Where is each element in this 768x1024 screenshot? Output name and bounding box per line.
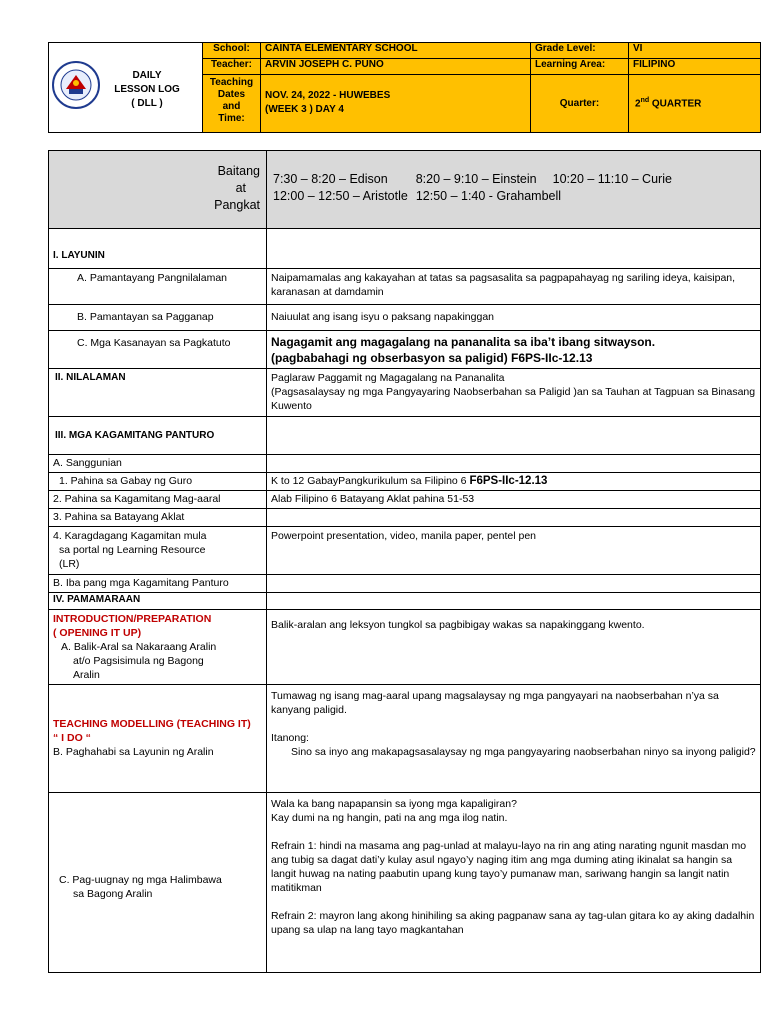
- dates-label-3: and: [222, 101, 241, 112]
- lr-label-2: sa portal ng Learning Resource: [59, 544, 206, 556]
- magaaral-value: Alab Filipino 6 Batayang Aklat pahina 51-53: [267, 491, 761, 509]
- schedule-value: [267, 151, 761, 229]
- nilalaman-line-2: (Pagsasalaysay ng mga Pangyayaring Naobserbahan sa Paligid )an sa Tauhan at Tagpuan sa Binasang Kuwento: [271, 386, 756, 412]
- quarter-suffix: nd: [640, 97, 650, 105]
- intro-a-2: at/o Pagsisimula ng Bagong: [73, 655, 204, 667]
- iba-blank: [267, 575, 761, 593]
- c2-label-1: C. Pag-uugnay ng mga Halimbawa: [59, 874, 222, 886]
- nilalaman-line-1: Paglaraw Paggamit ng Magagalang na Pananalita: [271, 372, 505, 384]
- teach-v1: Tumawag ng isang mag-aaral upang magsalaysay ng mga pangyayari na naobserbahan n’ya sa kanyang paligid.: [271, 690, 719, 716]
- schedule-grahambell: 12:50 – 1:40 - Grahambell: [415, 189, 562, 203]
- dll-title-line-3: ( DLL ): [131, 98, 163, 109]
- batayang-blank: [267, 509, 761, 527]
- teach-red-2: “ I DO “: [53, 732, 91, 744]
- pamamaraan-heading: IV. PAMAMARAAN: [49, 593, 267, 610]
- c2-label: [49, 793, 267, 973]
- kasanayan-line-1: Nagagamit ang magagalang na pananalita sa iba’t ibang sitwayson.: [271, 335, 656, 349]
- area-value: FILIPINO: [629, 59, 761, 75]
- teach-v3: Sino sa inyo ang makapagsasalaysay ng mga pangyayaring naobserbahan ninyo sa inyong paligid?: [291, 746, 756, 758]
- teacher-label: Teacher:: [203, 59, 261, 75]
- lr-label-1: 4. Karagdagang Kagamitan mula: [53, 530, 207, 542]
- c2-v2: Kay dumi na ng hangin, pati na ang mga ilog natin.: [271, 812, 508, 824]
- teach-v2: Itanong:: [271, 732, 309, 744]
- teach-red-1: TEACHING MODELLING (TEACHING IT): [53, 718, 251, 730]
- kasanayan-line-2: (pagbabahagi ng obserbasyon sa paligid) F6PS-IIc-12.13: [271, 351, 593, 365]
- dll-title-line-2: LESSON LOG: [114, 84, 180, 95]
- intro-a-3: Aralin: [73, 669, 100, 681]
- schedule-label-2: at: [235, 181, 246, 195]
- schedule-label-1: Baitang: [217, 164, 260, 178]
- intro-red-1: INTRODUCTION/PREPARATION: [53, 613, 212, 625]
- school-value: CAINTA ELEMENTARY SCHOOL: [261, 43, 531, 59]
- schedule-label: [49, 151, 267, 229]
- layunin-blank: [267, 229, 761, 269]
- lr-value: Powerpoint presentation, video, manila paper, pentel pen: [267, 527, 761, 575]
- magaaral-label: 2. Pahina sa Kagamitang Mag-aaral: [49, 491, 267, 509]
- school-label: School:: [203, 43, 261, 59]
- area-label: Learning Area:: [531, 59, 629, 75]
- quarter-value: [629, 75, 761, 133]
- kagamitan-blank: [267, 417, 761, 455]
- dates-label-1: Teaching: [209, 77, 254, 88]
- intro-value: Balik-aralan ang leksyon tungkol sa pagbibigay wakas sa napakinggang kwento.: [267, 610, 761, 685]
- dll-title-line-1: DAILY: [132, 70, 162, 81]
- c2-value: [267, 793, 761, 973]
- gabay-code: F6PS-IIc-12.13: [469, 475, 548, 487]
- schedule-curie: 10:20 – 11:10 – Curie: [552, 172, 672, 186]
- intro-label: [49, 610, 267, 685]
- grade-value: VI: [629, 43, 761, 59]
- c2-v4: Refrain 2: mayron lang akong hinihiling sa aking pagpanaw sana ay tag-ulan gitara ko ay aking dadalhin upang sa ulap na lang tayo magkantahan: [271, 910, 755, 936]
- lesson-table: [48, 150, 761, 973]
- pagganap-value: Naiuulat ang isang isyu o paksang napakinggan: [267, 305, 761, 331]
- header-table: [48, 42, 761, 133]
- lr-label-3: (LR): [59, 558, 80, 570]
- sanggunian-label: A. Sanggunian: [49, 455, 267, 473]
- batayang-label: 3. Pahina sa Batayang Aklat: [49, 509, 267, 527]
- teach-value: [267, 685, 761, 793]
- kasanayan-label: C. Mga Kasanayan sa Pagkatuto: [49, 331, 267, 369]
- intro-a-1: A. Balik-Aral sa Nakaraang Aralin: [61, 641, 217, 653]
- dates-label-4: Time:: [218, 113, 245, 124]
- c2-v3: Refrain 1: hindi na masama ang pag-unlad at malayu-layo na rin ang ating narating ngunit masdan mo ang tubig sa dagat dati’y kulay asul ngayo’y naging itim ang mga duming ating ikinalat sa hangin sa langit huwag na nating paabutin upang kung tayo’y pumanaw man, sariwang hangin sa langit natin matitikman: [271, 840, 747, 894]
- iba-label: B. Iba pang mga Kagamitang Panturo: [49, 575, 267, 593]
- dates-value-2: (WEEK 3 ) DAY 4: [265, 104, 344, 115]
- kagamitan-heading: III. MGA KAGAMITANG PANTURO: [49, 417, 267, 455]
- pamamaraan-blank: [267, 593, 761, 610]
- sanggunian-blank: [267, 455, 761, 473]
- c2-label-2: sa Bagong Aralin: [73, 888, 153, 900]
- kasanayan-value: [267, 331, 761, 369]
- schedule-einstein: 8:20 – 9:10 – Einstein: [415, 172, 537, 186]
- layunin-heading: I. LAYUNIN: [49, 229, 267, 269]
- quarter-number: 2: [635, 98, 641, 110]
- gabay-value: [267, 473, 761, 491]
- teach-label: [49, 685, 267, 793]
- dates-value: [261, 75, 531, 133]
- deped-seal-icon: [52, 61, 100, 109]
- nilalaman-heading: II. NILALAMAN: [49, 369, 267, 417]
- schedule-label-3: Pangkat: [214, 198, 260, 212]
- gabay-label: 1. Pahina sa Gabay ng Guro: [49, 473, 267, 491]
- teacher-value: ARVIN JOSEPH C. PUNO: [261, 59, 531, 75]
- gabay-text: K to 12 GabayPangkurikulum sa Filipino 6: [271, 475, 467, 487]
- dates-label: [203, 75, 261, 133]
- teach-b: B. Paghahabi sa Layunin ng Aralin: [53, 746, 214, 758]
- intro-red-2: ( OPENING IT UP): [53, 627, 142, 639]
- schedule-aristotle: 12:00 – 12:50 – Aristotle: [273, 189, 408, 203]
- c2-v1: Wala ka bang napapansin sa iyong mga kapaligiran?: [271, 798, 517, 810]
- quarter-word: QUARTER: [651, 98, 702, 110]
- lr-label: [49, 527, 267, 575]
- pamantayang-value: Naipamamalas ang kakayahan at tatas sa pagsasalita sa pagpapahayag ng sariling ideya, kaisipan, karanasan at damdamin: [267, 269, 761, 305]
- grade-label: Grade Level:: [531, 43, 629, 59]
- nilalaman-value: [267, 369, 761, 417]
- schedule-edison: 7:30 – 8:20 – Edison: [273, 172, 388, 186]
- pagganap-label: B. Pamantayan sa Pagganap: [49, 305, 267, 331]
- dates-label-2: Dates: [217, 89, 246, 100]
- pamantayang-label: A. Pamantayang Pangnilalaman: [49, 269, 267, 305]
- quarter-label: Quarter:: [531, 75, 629, 133]
- logo-title-cell: [49, 43, 203, 133]
- dates-value-1: NOV. 24, 2022 - HUWEBES: [265, 90, 391, 101]
